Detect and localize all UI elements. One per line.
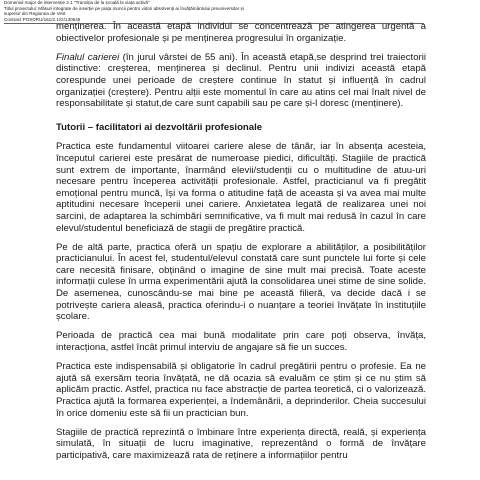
paragraph-5: Perioada de practică cea mai bună modalitate prin care poți observa, învăța, interacționa, astfel încât primul interviu de angajare să fie un succes. [56,330,426,354]
paragraph-3: Practica este fundamentul viitoarei cariere alese de tânăr, iar în absența acesteia, începutul carierei este presărat de numeroase piedici, dificultăți. Stagiile de practică sunt extrem de importante, înarmând elevii/studenții cu o multitudine de atuu-uri necesare pentru începerea activității profesionale. Astfel, practicianul va fi pregătit emoțional pentru muncă, își va forma o atitudine față de aceasta și va avea mai multe aptitudini necesare începerii unei cariere. Anxietatea legată de realizarea unei noi sarcini, de adaptarea la schimbări semnificative, va fi mult mai redusă în cazul în care elevul/studentul beneficiază de stagii de pregătire practică. [56,141,426,234]
header-line-3: superior din Regiunea de Vest [4,11,66,17]
paragraph-4: Pe de altă parte, practica oferă un spațiu de explorare a abilităților, a posibilităților practicianului. În acest fel, studentul/elevul constată care sunt punctele lui forte și cele care necesită finisare, obținând o imagine de sine mult mai precisă. Toate aceste informații culese în urma experimentării ajută la consolidarea unei stime de sine solide. De asemenea, cunoscându-se mai bine pe această filieră, va decide dacă i se potrivește cariera aleasă, practica oferindu-i o nuanțare a teoriei învățate în instituțiile școlare. [56,241,426,323]
paragraph-2-lead: Finalul carierei [56,51,120,63]
paragraph-2-rest: (în jurul vârstei de 55 ani). În această etapă,se desprind trei traiectorii distinctive: creșterea, menținerea și declinul. Pentru unii indivizi această etapă corespunde unei perioade de creștere continue în statut și influență în cadrul organizației (creștere). Pentru alții este momentul în care au atins cel mai înalt nivel de responsabilitate și statut,de care sunt capabili sau pe care și-l doresc (menținere). [56,51,426,110]
header-line-4: Contract POSDRU/161/2.1/G/130545 [4,16,81,22]
paragraph-6: Practica este indispensabilă și obligatorie în cadrul pregătirii pentru o profesie. Ea ne ajută să exersăm teoria învățată, ne dă ocazia să evaluăm ce știm și ce nu știm să aplicăm practic. Astfel, practica nu face abstracție de partea teoretică, ci o valorizează. Practica ajută la formarea experienței, a îndemânării, a deprinderilor. Cheia succesului în orice domeniu este să fii un practician bun. [56,361,426,419]
section-title: Tutorii – facilitatori ai dezvoltării profesionale [56,121,263,133]
paragraph-2 [56,52,426,110]
header-line-1: Domeniul major de intervenție 2.1 "Tranziția de la școală la viața activă" [4,0,150,5]
paragraph-7: Stagiile de practică reprezintă o îmbinare între experiența directă, reală, și experiența simulată, în situații de lucru imaginative, reprezentând o formă de învățare participativă, care maximizează rata de reținere a informațiilor pentru [56,426,426,461]
header-line-2: Titlul proiectului: Măsuri integrate de inserție pe piața muncii pentru viitori absolvenți ai învățământului preuniversitar și [4,5,244,11]
paragraph-1: menținerea. În această etapă individul se concentrează pe atingerea urgentă a obiectivelor profesionale și pe menținerea progresului în organizație. [56,21,426,44]
document-body [56,21,426,469]
